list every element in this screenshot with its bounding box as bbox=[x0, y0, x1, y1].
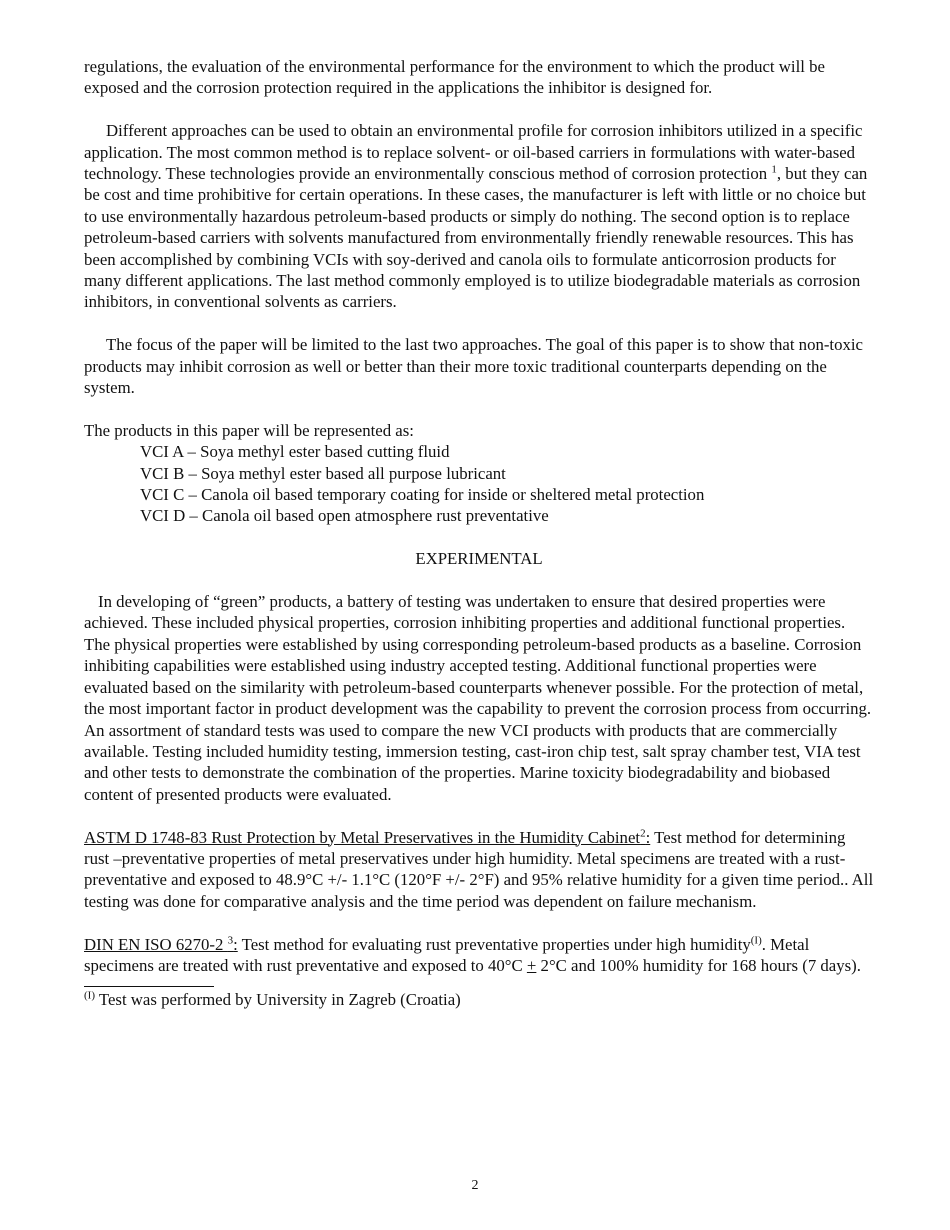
section-heading-experimental: EXPERIMENTAL bbox=[415, 549, 543, 569]
astm-title bbox=[84, 828, 650, 847]
list-item: VCI C – Canola oil based temporary coating for inside or sheltered metal protection bbox=[140, 485, 705, 505]
astm-title-text: ASTM D 1748-83 Rust Protection by Metal Preservatives in the Humidity Cabinet bbox=[84, 827, 641, 847]
astm-text: Test method for determining rust –preventative properties of metal preservatives under high humidity. Metal specimens are treated with a rust-preventative and exposed to 48.9°C +/- 1.1°C (120°F +/- 2°F) and 95% relative humidity for a given time period.. All testing was done for comparative analysis and the time period was dependent on failure mechanism. bbox=[84, 827, 874, 911]
paragraph-experimental: In developing of “green” products, a battery of testing was undertaken to ensure that desired properties were achieved. These included physical properties, corrosion inhibiting properties and additional functional properties. The physical properties were established by using corresponding petroleum-based products as a baseline. Corrosion inhibiting capabilities were established using industry accepted testing. Additional functional properties were evaluated based on the similarity with petroleum-based counterparts whenever possible. For the protection of metal, the most important factor in product development was the capability to prevent the corrosion process from occurring. An assortment of standard tests was used to compare the new VCI products with products that are commercially available. Testing included humidity testing, immersion testing, cast-iron chip test, salt spray chamber test, VIA test and other tests to demonstrate the combination of the properties. Marine toxicity biodegradability and biobased content of presented products were evaluated. bbox=[84, 592, 872, 804]
paper-page bbox=[84, 56, 874, 1011]
paragraph-astm bbox=[84, 827, 874, 913]
products-intro: The products in this paper will be represented as: bbox=[84, 420, 414, 440]
footnote-text: Test was performed by University in Zagreb (Croatia) bbox=[95, 990, 461, 1010]
products-list bbox=[84, 441, 874, 527]
footnote bbox=[84, 989, 874, 1010]
list-item: VCI D – Canola oil based open atmosphere rust preventative bbox=[140, 506, 549, 526]
paragraph-focus: The focus of the paper will be limited to the last two approaches. The goal of this paper is to show that non-toxic products may inhibit corrosion as well or better than their more toxic traditional counterparts depending on the system. bbox=[84, 335, 863, 398]
plus-minus-sign: + bbox=[526, 955, 537, 975]
citation-ref-1: 1 bbox=[771, 163, 777, 176]
citation-ref-2: 2 bbox=[640, 826, 646, 839]
din-title-text: DIN EN ISO 6270-2 bbox=[84, 934, 228, 954]
list-item: VCI A – Soya methyl ester based cutting fluid bbox=[140, 442, 450, 462]
footnote-mark-ref: (I) bbox=[750, 933, 762, 946]
astm-title-colon: : bbox=[645, 827, 651, 847]
din-text-b: . Metal specimens are treated with rust preventative and exposed to 40°C bbox=[84, 934, 810, 975]
paragraph-regulations: regulations, the evaluation of the environmental performance for the environment to which the product will be exposed and the corrosion protection required in the applications the inhibitor is designed for. bbox=[84, 57, 825, 98]
din-text-a: Test method for evaluating rust preventative properties under high humidity bbox=[237, 934, 751, 954]
footnote-mark: (I) bbox=[84, 989, 95, 1002]
citation-ref-3: 3 bbox=[227, 933, 234, 946]
list-item: VCI B – Soya methyl ester based all purpose lubricant bbox=[140, 463, 506, 483]
page-number: 2 bbox=[471, 1178, 479, 1193]
paragraph-approaches bbox=[84, 120, 874, 313]
paragraph-approaches-text-a: Different approaches can be used to obtain an environmental profile for corrosion inhibitors utilized in a specific application. The most common method is to replace solvent- or oil-based carriers in formulations with water-based technology. These technologies provide an environmentally conscious method of corrosion protection bbox=[84, 121, 863, 184]
din-title bbox=[84, 935, 238, 954]
paragraph-approaches-text-b: , but they can be cost and time prohibitive for certain operations. In these cases, the manufacturer is left with little or no choice but to use environmentally hazardous petroleum-based products or simply do nothing. The second option is to replace petroleum-based carriers with solvents manufactured from environmentally friendly renewable resources. This has been accomplished by combining VCIs with soy-derived and canola oils to formulate anticorrosion products for many different applications. The last method commonly employed is to utilize biodegradable materials as corrosion inhibitors, in conventional solvents as carriers. bbox=[84, 164, 868, 312]
paragraph-din bbox=[84, 934, 874, 977]
din-text-c: 2°C and 100% humidity for 168 hours (7 days). bbox=[536, 955, 861, 975]
din-title-colon: : bbox=[233, 934, 238, 954]
footnote-divider bbox=[84, 986, 214, 987]
